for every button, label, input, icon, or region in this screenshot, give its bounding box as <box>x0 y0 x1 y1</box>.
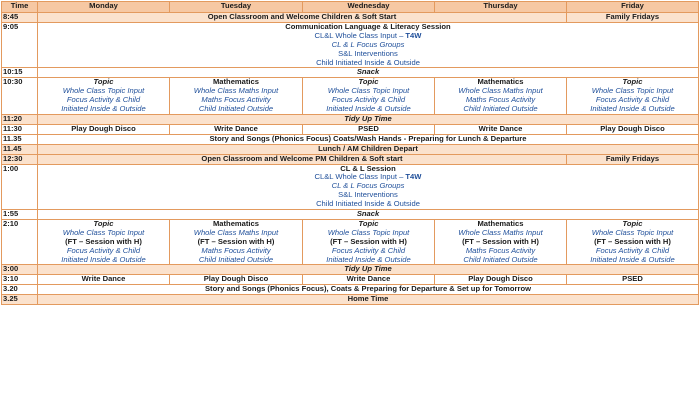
maths-line: Child Initiated Outside <box>198 254 274 264</box>
row-300 <box>2 265 699 275</box>
topic-line: Whole Class Topic Input <box>591 86 674 96</box>
topic-line: Initiated Inside & Outside <box>61 254 146 264</box>
maths-line: Whole Class Maths Input <box>458 86 543 96</box>
topic-line: Focus Activity & Child <box>331 95 406 105</box>
activity-cell: Write Dance <box>303 275 435 285</box>
session-line-text: CL&L Whole Class Input – <box>314 30 406 40</box>
time-cell: 2:10 <box>2 219 38 265</box>
topic-title: Topic <box>358 219 379 228</box>
maths-title: Mathematics <box>477 77 524 87</box>
row-325 <box>2 295 699 305</box>
row-1130 <box>2 124 699 134</box>
session-line: S&L Interventions <box>338 190 398 200</box>
row-1145 <box>2 144 699 154</box>
row-155 <box>2 210 699 220</box>
session-line: CL & L Focus Groups <box>331 39 405 49</box>
topic-line: Initiated Inside & Outside <box>326 254 411 264</box>
session-line-bold: T4W <box>405 172 422 182</box>
topic-title: Topic <box>93 219 114 228</box>
maths-line: Whole Class Maths Input <box>193 86 279 96</box>
family-fridays-cell: Family Fridays <box>567 13 699 23</box>
topic-line: Whole Class Topic Input <box>327 227 410 237</box>
topic-cell <box>38 78 170 115</box>
topic-line: Whole Class Topic Input <box>62 227 145 237</box>
time-cell: 8:45 <box>2 13 38 23</box>
header-tuesday: Tuesday <box>170 2 303 13</box>
topic-cell <box>303 219 435 265</box>
session-line-bold: T4W <box>405 30 422 40</box>
topic-line: Whole Class Topic Input <box>327 86 410 96</box>
maths-line: Whole Class Maths Input <box>193 227 279 237</box>
activity-cell: Write Dance <box>38 275 170 285</box>
topic-line: Whole Class Topic Input <box>591 227 674 237</box>
timetable <box>1 1 699 305</box>
story-songs-cell: Story and Songs (Phonics Focus), Coats & Preparing for Departure & Set up for Tomorrow <box>38 285 699 295</box>
topic-title: Topic <box>622 219 643 228</box>
maths-cell <box>435 219 567 265</box>
activity-cell: PSED <box>567 275 699 285</box>
maths-session-note: (FT – Session with H) <box>197 236 275 246</box>
maths-title: Mathematics <box>212 77 259 87</box>
row-1015 <box>2 68 699 78</box>
maths-line: Maths Focus Activity <box>201 95 271 105</box>
row-310 <box>2 275 699 285</box>
tidy-up-cell: Tidy Up Time <box>38 265 699 275</box>
row-210 <box>2 219 699 265</box>
story-songs-cell: Story and Songs (Phonics Focus) Coats/Wash Hands - Preparing for Lunch & Departure <box>38 134 699 144</box>
row-1030 <box>2 78 699 115</box>
header-friday: Friday <box>567 2 699 13</box>
activity-cell: Play Dough Disco <box>38 124 170 134</box>
row-100 <box>2 164 699 210</box>
row-905 <box>2 22 699 68</box>
row-1135 <box>2 134 699 144</box>
maths-title: Mathematics <box>212 219 259 228</box>
topic-line: Initiated Inside & Outside <box>61 104 146 114</box>
topic-line: Initiated Inside & Outside <box>326 104 411 114</box>
snack-cell: Snack <box>38 210 699 220</box>
time-cell: 3.20 <box>2 285 38 295</box>
open-classroom-cell: Open Classroom and Welcome Children & Soft Start <box>38 13 567 23</box>
row-845 <box>2 13 699 23</box>
row-320 <box>2 285 699 295</box>
time-cell: 11.45 <box>2 144 38 154</box>
topic-line: Focus Activity & Child <box>331 245 406 255</box>
time-cell: 3:10 <box>2 275 38 285</box>
topic-line: Whole Class Topic Input <box>62 86 145 96</box>
topic-line: Initiated Inside & Outside <box>590 254 675 264</box>
session-line: CL & L Focus Groups <box>331 181 405 191</box>
time-cell: 10:30 <box>2 78 38 115</box>
header-time: Time <box>2 2 38 13</box>
topic-cell <box>567 78 699 115</box>
topic-session-note: (FT – Session with H) <box>330 236 407 246</box>
session-line: Child Initiated Inside & Outside <box>316 57 420 67</box>
maths-line: Whole Class Maths Input <box>458 227 543 237</box>
topic-line: Focus Activity & Child <box>66 245 141 255</box>
topic-title: Topic <box>622 77 643 87</box>
header-monday: Monday <box>38 2 170 13</box>
activity-cell: Write Dance <box>170 124 303 134</box>
time-cell: 10:15 <box>2 68 38 78</box>
maths-line: Maths Focus Activity <box>201 245 271 255</box>
topic-title: Topic <box>93 77 114 87</box>
maths-line: Maths Focus Activity <box>465 95 536 105</box>
session-line: S&L Interventions <box>338 48 398 58</box>
time-cell: 12:30 <box>2 154 38 164</box>
row-1120 <box>2 114 699 124</box>
tidy-up-cell: Tidy Up Time <box>38 114 699 124</box>
topic-cell <box>567 219 699 265</box>
topic-line: Focus Activity & Child <box>595 245 670 255</box>
time-cell: 11.35 <box>2 134 38 144</box>
activity-cell: Write Dance <box>435 124 567 134</box>
topic-line: Focus Activity & Child <box>595 95 670 105</box>
snack-cell: Snack <box>38 68 699 78</box>
activity-cell: Play Dough Disco <box>567 124 699 134</box>
home-time-cell: Home Time <box>38 295 699 305</box>
time-cell: 1:55 <box>2 210 38 220</box>
header-row <box>2 2 699 13</box>
cll-session-cell <box>38 164 699 210</box>
maths-cell <box>170 219 303 265</box>
maths-line: Child Initiated Outside <box>463 104 538 114</box>
cll-session-cell <box>38 22 699 68</box>
maths-title: Mathematics <box>477 219 524 228</box>
activity-cell: Play Dough Disco <box>435 275 567 285</box>
topic-line: Focus Activity & Child <box>66 95 141 105</box>
lunch-cell: Lunch / AM Children Depart <box>38 144 699 154</box>
topic-line: Initiated Inside & Outside <box>590 104 675 114</box>
time-cell: 3:00 <box>2 265 38 275</box>
session-line-text: CL&L Whole Class Input – <box>314 172 406 182</box>
time-cell: 11:20 <box>2 114 38 124</box>
time-cell: 1:00 <box>2 164 38 210</box>
maths-cell <box>435 78 567 115</box>
maths-line: Maths Focus Activity <box>465 245 536 255</box>
maths-line: Child Initiated Outside <box>198 104 274 114</box>
open-classroom-pm-cell: Open Classroom and Welcome PM Children & Soft start <box>38 154 567 164</box>
maths-line: Child Initiated Outside <box>463 254 538 264</box>
session-title: CL & L Session <box>340 164 396 173</box>
session-line: Child Initiated Inside & Outside <box>316 199 420 209</box>
time-cell: 11:30 <box>2 124 38 134</box>
header-thursday: Thursday <box>435 2 567 13</box>
topic-cell <box>38 219 170 265</box>
topic-cell <box>303 78 435 115</box>
maths-session-note: (FT – Session with H) <box>462 236 539 246</box>
row-1230 <box>2 154 699 164</box>
topic-title: Topic <box>358 77 379 87</box>
time-cell: 3.25 <box>2 295 38 305</box>
time-cell: 9:05 <box>2 22 38 68</box>
header-wednesday: Wednesday <box>303 2 435 13</box>
maths-cell <box>170 78 303 115</box>
topic-session-note: (FT – Session with H) <box>65 236 142 246</box>
activity-cell: Play Dough Disco <box>170 275 303 285</box>
family-fridays-cell: Family Fridays <box>567 154 699 164</box>
topic-session-note: (FT – Session with H) <box>594 236 671 246</box>
session-title: Communication Language & Literacy Session <box>285 22 451 31</box>
activity-cell: PSED <box>303 124 435 134</box>
